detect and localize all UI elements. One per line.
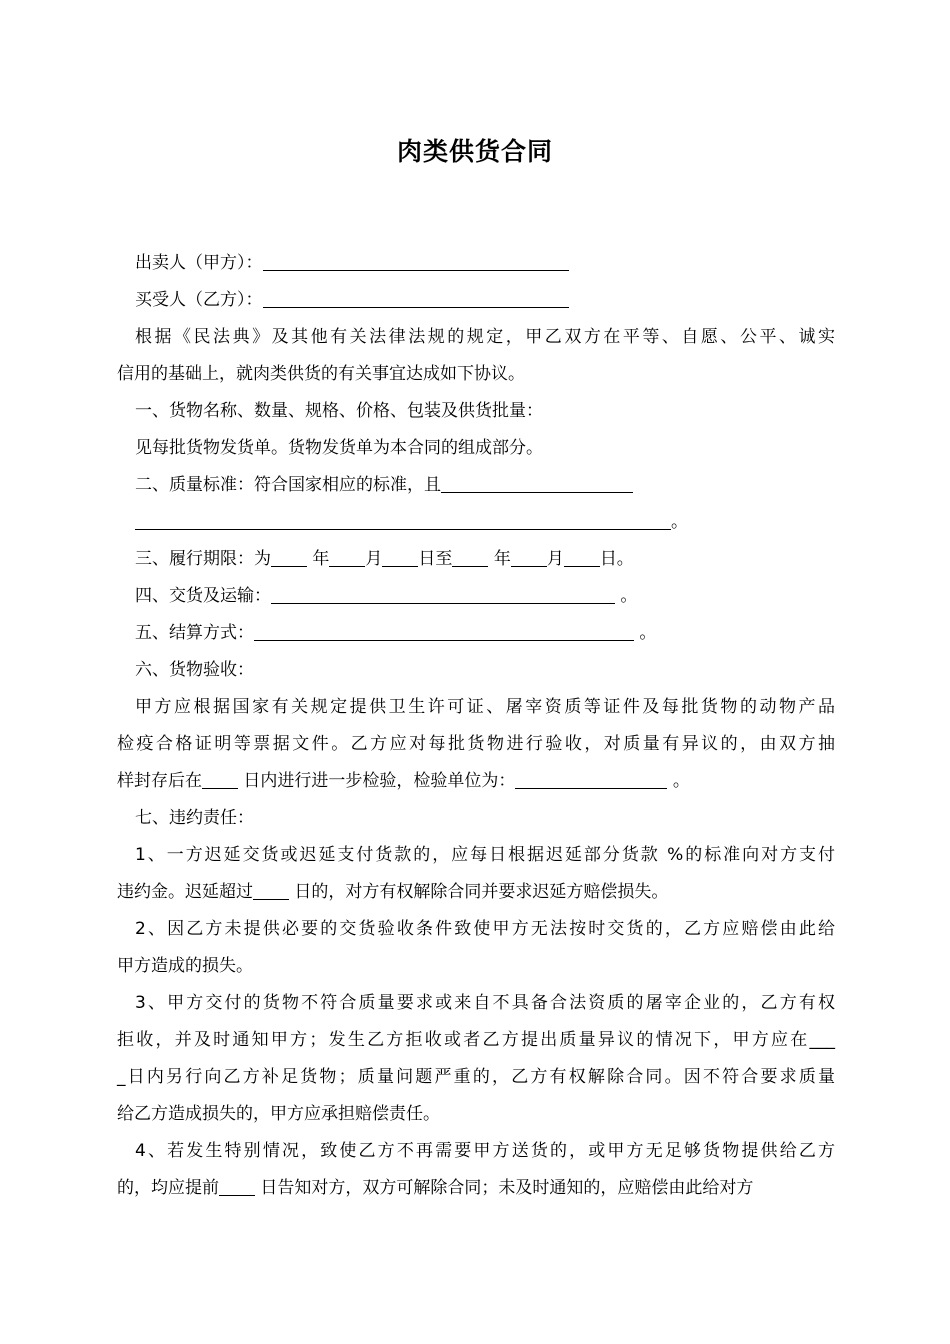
section-1-title: 一、货物名称、数量、规格、价格、包装及供货批量： bbox=[135, 401, 543, 421]
section-4-text: 四、交货及运输： bbox=[135, 586, 271, 606]
buyer-label: 买受人（乙方）： bbox=[135, 290, 263, 310]
buyer-line bbox=[117, 282, 835, 319]
start-year-label: 年 bbox=[312, 549, 330, 569]
clause-7-4-line-1: 4、若发生特别情况，致使乙方不再需要甲方送货的，或甲方无足够货物提供给乙方 bbox=[135, 1141, 835, 1161]
clause-7-3-line-2: 拒收，并及时通知甲方；发生乙方拒收或者乙方提出质量异议的情况下，甲方应在___ bbox=[117, 1030, 835, 1050]
section-7-title: 七、违约责任： bbox=[135, 808, 254, 828]
end-day-label: 日。 bbox=[599, 549, 634, 569]
quality-blank-1 bbox=[441, 472, 633, 493]
section-6-title: 六、货物验收： bbox=[135, 660, 254, 680]
delay-days-blank bbox=[253, 879, 289, 900]
buyer-blank bbox=[263, 287, 569, 308]
clause-7-3-line-3: _日内另行向乙方补足货物；质量问题严重的，乙方有权解除合同。因不符合要求质量 bbox=[117, 1067, 835, 1087]
notice-days-blank bbox=[219, 1175, 255, 1196]
section-3-line bbox=[117, 541, 835, 578]
clause-7-2-line-1: 2、因乙方未提供必要的交货验收条件致使甲方无法按时交货的，乙方应赔偿由此给 bbox=[135, 919, 835, 939]
clause-7-4-2a: 的，均应提前 bbox=[117, 1178, 219, 1198]
delivery-blank bbox=[271, 583, 615, 604]
inspection-days-blank bbox=[202, 768, 238, 789]
clause-7-1-line-1: 1、一方迟延交货或迟延支付货款的，应每日根据迟延部分货款 %的标准向对方支付 bbox=[135, 845, 835, 865]
section-3-label: 三、履行期限：为 bbox=[135, 549, 271, 569]
clause-7-2-line-2: 甲方造成的损失。 bbox=[117, 956, 253, 976]
section-5-line bbox=[117, 615, 835, 652]
section-4-line bbox=[117, 578, 835, 615]
section-1-text: 见每批货物发货单。货物发货单为本合同的组成部分。 bbox=[135, 438, 543, 458]
section-2-continuation bbox=[117, 504, 835, 541]
section-6-para-1: 甲方应根据国家有关规定提供卫生许可证、屠宰资质等证件及每批货物的动物产品 bbox=[135, 697, 835, 717]
end-year-blank bbox=[452, 546, 488, 567]
seller-label: 出卖人（甲方）： bbox=[135, 253, 263, 273]
clause-7-1-2a: 违约金。迟延超过 bbox=[117, 882, 253, 902]
section-2-text: 二、质量标准：符合国家相应的标准，且 bbox=[135, 475, 441, 495]
section-2-end: 。 bbox=[671, 512, 688, 532]
section-5-text: 五、结算方式： bbox=[135, 623, 254, 643]
end-month-label: 月 bbox=[546, 549, 564, 569]
contract-body bbox=[117, 245, 835, 1207]
quality-blank-2 bbox=[135, 509, 671, 530]
seller-line bbox=[117, 245, 835, 282]
section-6-para-3b: 日内进行进一步检验，检验单位为： bbox=[243, 771, 516, 791]
end-day-blank bbox=[564, 546, 600, 567]
preamble-line-1: 根据《民法典》及其他有关法律法规的规定，甲乙双方在平等、自愿、公平、诚实 bbox=[135, 327, 835, 347]
start-year-blank bbox=[271, 546, 307, 567]
end-year-label: 年 bbox=[493, 549, 511, 569]
settlement-blank bbox=[254, 620, 634, 641]
start-day-blank bbox=[382, 546, 418, 567]
section-5-end: 。 bbox=[639, 623, 657, 643]
page-title: 肉类供货合同 bbox=[396, 137, 553, 166]
start-month-blank bbox=[329, 546, 365, 567]
section-6-para-3a: 样封存后在 bbox=[117, 771, 202, 791]
clause-7-4-2b: 日告知对方，双方可解除合同；未及时通知的，应赔偿由此给对方 bbox=[260, 1178, 754, 1198]
start-day-label: 日至 bbox=[418, 549, 453, 569]
clause-7-3-line-4: 给乙方造成损失的，甲方应承担赔偿责任。 bbox=[117, 1104, 440, 1124]
clause-7-4-line-2 bbox=[117, 1170, 835, 1207]
section-6-para-3c: 。 bbox=[672, 771, 690, 791]
start-month-label: 月 bbox=[365, 549, 383, 569]
clause-7-3-line-1: 3、甲方交付的货物不符合质量要求或来自不具备合法资质的屠宰企业的，乙方有权 bbox=[135, 993, 835, 1013]
preamble-line-2: 信用的基础上，就肉类供货的有关事宜达成如下协议。 bbox=[117, 364, 525, 384]
section-2-line bbox=[117, 467, 835, 504]
section-6-para-3 bbox=[117, 763, 835, 800]
seller-blank bbox=[263, 250, 569, 271]
inspection-unit-blank bbox=[515, 768, 667, 789]
clause-7-1-2b: 日的，对方有权解除合同并要求迟延方赔偿损失。 bbox=[294, 882, 669, 902]
end-month-blank bbox=[511, 546, 547, 567]
section-4-end: 。 bbox=[620, 586, 638, 606]
section-6-para-2: 检疫合格证明等票据文件。乙方应对每批货物进行验收，对质量有异议的，由双方抽 bbox=[117, 734, 835, 754]
clause-7-1-line-2 bbox=[117, 874, 835, 911]
